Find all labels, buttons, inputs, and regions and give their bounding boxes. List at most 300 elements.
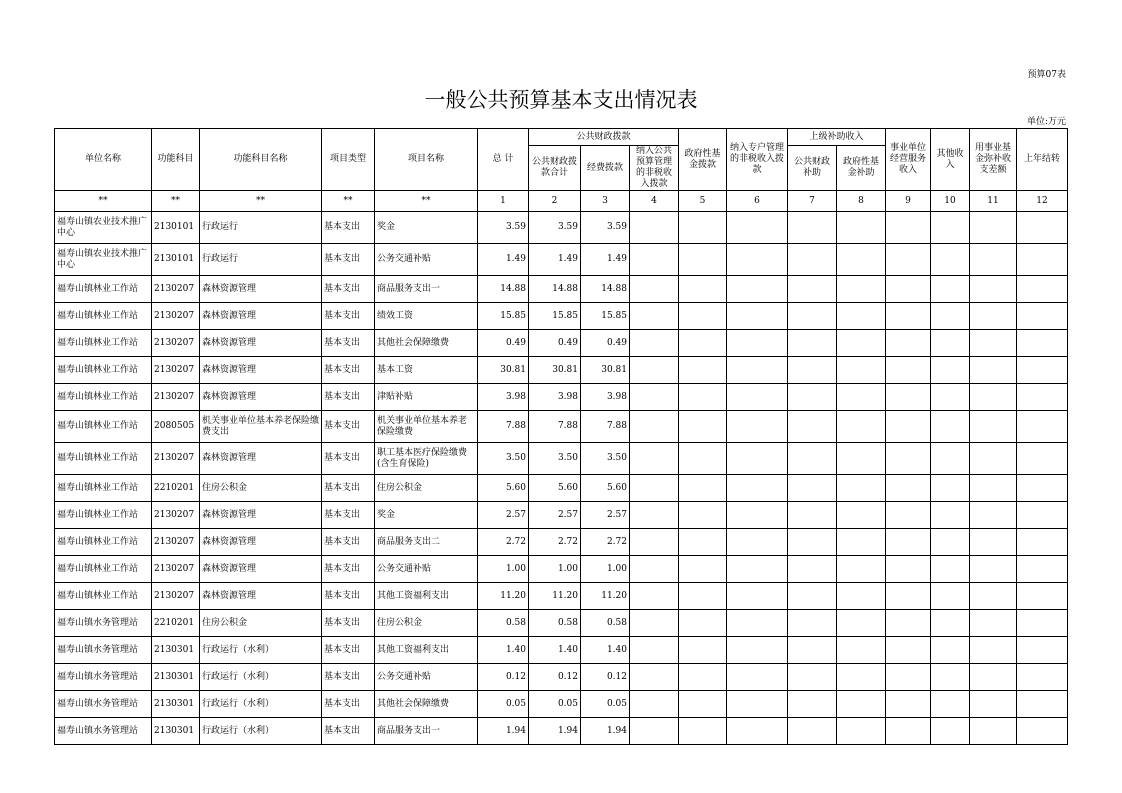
- cell-project-name: 住房公积金: [375, 610, 478, 637]
- table-row: [55, 475, 1068, 502]
- cell-empty: [630, 212, 679, 244]
- cell-empty: [837, 556, 886, 583]
- cell-func-name: 森林资源管理: [200, 443, 322, 475]
- column-index-cell: 11: [970, 191, 1017, 212]
- cell-expense-alloc: 1.40: [581, 637, 630, 664]
- cell-empty: [931, 502, 970, 529]
- cell-func-code: 2210201: [152, 475, 200, 502]
- table-row: [55, 637, 1068, 664]
- cell-empty: [1017, 556, 1068, 583]
- column-index-cell: 4: [630, 191, 679, 212]
- cell-expense-alloc: 0.49: [581, 330, 630, 357]
- cell-empty: [931, 529, 970, 556]
- cell-func-code: 2130301: [152, 664, 200, 691]
- column-index-row: [55, 191, 1068, 212]
- cell-empty: [837, 610, 886, 637]
- cell-empty: [1017, 529, 1068, 556]
- cell-empty: [727, 664, 788, 691]
- cell-empty: [970, 583, 1017, 610]
- cell-empty: [931, 637, 970, 664]
- table-row: [55, 411, 1068, 443]
- page-title: 一般公共预算基本支出情况表: [424, 88, 698, 112]
- cell-project-type: 基本支出: [322, 502, 375, 529]
- cell-expense-alloc: 0.12: [581, 664, 630, 691]
- header-service-income: 事业单位经营服务收入: [886, 129, 931, 191]
- cell-empty: [727, 244, 788, 276]
- cell-empty: [1017, 244, 1068, 276]
- cell-empty: [727, 303, 788, 330]
- cell-empty: [630, 244, 679, 276]
- cell-project-name: 其他工资福利支出: [375, 583, 478, 610]
- cell-empty: [837, 664, 886, 691]
- cell-empty: [727, 610, 788, 637]
- cell-unit-name: 福寿山镇林业工作站: [55, 411, 152, 443]
- cell-empty: [679, 529, 727, 556]
- cell-unit-name: 福寿山镇水务管理站: [55, 637, 152, 664]
- cell-unit-name: 福寿山镇水务管理站: [55, 718, 152, 745]
- cell-func-name: 森林资源管理: [200, 556, 322, 583]
- cell-empty: [970, 303, 1017, 330]
- cell-func-name: 森林资源管理: [200, 502, 322, 529]
- cell-unit-name: 福寿山镇水务管理站: [55, 610, 152, 637]
- cell-empty: [886, 411, 931, 443]
- cell-empty: [931, 475, 970, 502]
- cell-empty: [788, 637, 837, 664]
- cell-empty: [727, 718, 788, 745]
- cell-empty: [1017, 718, 1068, 745]
- cell-func-name: 行政运行（水利）: [200, 664, 322, 691]
- cell-expense-alloc: 2.57: [581, 502, 630, 529]
- column-index-cell: 10: [931, 191, 970, 212]
- cell-fiscal-subtotal: 1.49: [529, 244, 581, 276]
- cell-expense-alloc: 0.58: [581, 610, 630, 637]
- cell-project-name: 公务交通补贴: [375, 556, 478, 583]
- cell-empty: [630, 610, 679, 637]
- cell-expense-alloc: 1.49: [581, 244, 630, 276]
- column-index-cell: 9: [886, 191, 931, 212]
- cell-empty: [727, 411, 788, 443]
- cell-empty: [886, 212, 931, 244]
- column-index-cell: 12: [1017, 191, 1068, 212]
- header-special-nontax: 纳入专户管理的非税收入拨款: [727, 129, 788, 191]
- cell-empty: [970, 475, 1017, 502]
- cell-project-type: 基本支出: [322, 475, 375, 502]
- cell-empty: [727, 357, 788, 384]
- cell-empty: [931, 303, 970, 330]
- cell-project-name: 津贴补贴: [375, 384, 478, 411]
- cell-empty: [788, 443, 837, 475]
- table-row: [55, 610, 1068, 637]
- cell-empty: [1017, 303, 1068, 330]
- cell-empty: [630, 384, 679, 411]
- cell-expense-alloc: 1.00: [581, 556, 630, 583]
- cell-expense-alloc: 30.81: [581, 357, 630, 384]
- header-func-code: 功能科目: [152, 129, 200, 191]
- cell-empty: [837, 583, 886, 610]
- cell-empty: [837, 691, 886, 718]
- column-index-cell: **: [200, 191, 322, 212]
- header-managed-alloc: 纳入公共预算管理的非税收入拨款: [630, 146, 679, 191]
- header-fiscal-subtotal: 公共财政拨款合计: [529, 146, 581, 191]
- cell-project-type: 基本支出: [322, 664, 375, 691]
- cell-project-name: 奖金: [375, 502, 478, 529]
- cell-total: 15.85: [478, 303, 529, 330]
- cell-func-code: 2130207: [152, 556, 200, 583]
- cell-total: 1.49: [478, 244, 529, 276]
- cell-empty: [1017, 475, 1068, 502]
- form-number: 预算07表: [1027, 70, 1066, 80]
- column-index-cell: 1: [478, 191, 529, 212]
- cell-fiscal-subtotal: 3.98: [529, 384, 581, 411]
- cell-empty: [970, 691, 1017, 718]
- cell-empty: [679, 411, 727, 443]
- cell-empty: [679, 718, 727, 745]
- cell-fiscal-subtotal: 1.40: [529, 637, 581, 664]
- cell-expense-alloc: 3.50: [581, 443, 630, 475]
- table-row: [55, 443, 1068, 475]
- cell-project-type: 基本支出: [322, 583, 375, 610]
- cell-empty: [727, 276, 788, 303]
- table-row: [55, 556, 1068, 583]
- cell-func-code: 2130207: [152, 303, 200, 330]
- cell-expense-alloc: 3.59: [581, 212, 630, 244]
- column-index-cell: 5: [679, 191, 727, 212]
- cell-empty: [727, 330, 788, 357]
- cell-func-code: 2130207: [152, 529, 200, 556]
- cell-empty: [727, 637, 788, 664]
- header-project-type: 项目类型: [322, 129, 375, 191]
- cell-empty: [679, 475, 727, 502]
- header-fiscal-group: 公共财政拨款: [529, 129, 679, 146]
- cell-empty: [970, 718, 1017, 745]
- cell-project-name: 绩效工资: [375, 303, 478, 330]
- header-func-name: 功能科目名称: [200, 129, 322, 191]
- cell-empty: [970, 330, 1017, 357]
- cell-empty: [679, 583, 727, 610]
- cell-empty: [837, 637, 886, 664]
- cell-empty: [931, 330, 970, 357]
- cell-unit-name: 福寿山镇农业技术推广中心: [55, 212, 152, 244]
- cell-empty: [788, 718, 837, 745]
- cell-empty: [788, 244, 837, 276]
- cell-empty: [931, 244, 970, 276]
- cell-project-type: 基本支出: [322, 276, 375, 303]
- cell-empty: [679, 384, 727, 411]
- cell-empty: [837, 443, 886, 475]
- header-subsidy-gov: 政府性基金补助: [837, 146, 886, 191]
- cell-func-name: 森林资源管理: [200, 303, 322, 330]
- cell-empty: [931, 212, 970, 244]
- cell-func-name: 森林资源管理: [200, 529, 322, 556]
- table-row: [55, 357, 1068, 384]
- cell-empty: [727, 691, 788, 718]
- column-index-cell: 8: [837, 191, 886, 212]
- cell-project-name: 基本工资: [375, 357, 478, 384]
- cell-empty: [837, 475, 886, 502]
- cell-empty: [1017, 411, 1068, 443]
- cell-empty: [679, 502, 727, 529]
- table-row: [55, 718, 1068, 745]
- cell-unit-name: 福寿山镇水务管理站: [55, 664, 152, 691]
- cell-empty: [630, 443, 679, 475]
- cell-empty: [727, 583, 788, 610]
- table-row: [55, 330, 1068, 357]
- cell-func-code: 2130301: [152, 637, 200, 664]
- cell-total: 1.94: [478, 718, 529, 745]
- cell-empty: [1017, 330, 1068, 357]
- cell-empty: [679, 244, 727, 276]
- cell-expense-alloc: 0.05: [581, 691, 630, 718]
- cell-unit-name: 福寿山镇林业工作站: [55, 443, 152, 475]
- cell-unit-name: 福寿山镇林业工作站: [55, 303, 152, 330]
- cell-empty: [788, 583, 837, 610]
- table-body: [55, 212, 1068, 745]
- cell-total: 0.58: [478, 610, 529, 637]
- cell-empty: [886, 556, 931, 583]
- cell-fiscal-subtotal: 2.57: [529, 502, 581, 529]
- cell-project-type: 基本支出: [322, 610, 375, 637]
- cell-total: 3.98: [478, 384, 529, 411]
- cell-project-type: 基本支出: [322, 529, 375, 556]
- cell-empty: [727, 556, 788, 583]
- cell-empty: [630, 691, 679, 718]
- cell-project-type: 基本支出: [322, 330, 375, 357]
- cell-empty: [630, 718, 679, 745]
- cell-project-name: 其他社会保障缴费: [375, 330, 478, 357]
- cell-project-name: 商品服务支出一: [375, 276, 478, 303]
- header-carryover: 上年结转: [1017, 129, 1068, 191]
- cell-empty: [630, 502, 679, 529]
- cell-fiscal-subtotal: 3.50: [529, 443, 581, 475]
- cell-total: 1.00: [478, 556, 529, 583]
- cell-empty: [727, 529, 788, 556]
- column-index-cell: 2: [529, 191, 581, 212]
- cell-project-name: 公务交通补贴: [375, 244, 478, 276]
- cell-empty: [679, 556, 727, 583]
- table-header: [55, 129, 1068, 212]
- cell-fiscal-subtotal: 14.88: [529, 276, 581, 303]
- cell-fiscal-subtotal: 5.60: [529, 475, 581, 502]
- cell-empty: [931, 583, 970, 610]
- cell-project-type: 基本支出: [322, 212, 375, 244]
- cell-empty: [679, 637, 727, 664]
- cell-func-name: 住房公积金: [200, 475, 322, 502]
- cell-fiscal-subtotal: 30.81: [529, 357, 581, 384]
- cell-func-code: 2130207: [152, 583, 200, 610]
- cell-func-name: 森林资源管理: [200, 583, 322, 610]
- cell-project-type: 基本支出: [322, 637, 375, 664]
- cell-empty: [886, 637, 931, 664]
- cell-project-type: 基本支出: [322, 357, 375, 384]
- cell-empty: [886, 303, 931, 330]
- header-subsidy-group: 上级补助收入: [788, 129, 886, 146]
- cell-empty: [837, 303, 886, 330]
- cell-empty: [630, 475, 679, 502]
- cell-empty: [679, 610, 727, 637]
- cell-func-code: 2130207: [152, 276, 200, 303]
- cell-empty: [931, 691, 970, 718]
- cell-empty: [931, 664, 970, 691]
- cell-empty: [788, 529, 837, 556]
- cell-empty: [727, 502, 788, 529]
- cell-empty: [679, 691, 727, 718]
- cell-fiscal-subtotal: 7.88: [529, 411, 581, 443]
- cell-fiscal-subtotal: 0.58: [529, 610, 581, 637]
- cell-empty: [788, 357, 837, 384]
- cell-func-code: 2130301: [152, 691, 200, 718]
- cell-empty: [931, 610, 970, 637]
- cell-project-name: 商品服务支出一: [375, 718, 478, 745]
- cell-empty: [886, 718, 931, 745]
- cell-empty: [679, 330, 727, 357]
- cell-project-type: 基本支出: [322, 443, 375, 475]
- header-subsidy-public: 公共财政补助: [788, 146, 837, 191]
- table-row: [55, 664, 1068, 691]
- cell-empty: [970, 664, 1017, 691]
- cell-total: 7.88: [478, 411, 529, 443]
- table-row: [55, 212, 1068, 244]
- cell-empty: [970, 637, 1017, 664]
- cell-func-name: 森林资源管理: [200, 384, 322, 411]
- cell-func-code: 2130207: [152, 384, 200, 411]
- cell-fiscal-subtotal: 0.12: [529, 664, 581, 691]
- cell-empty: [886, 475, 931, 502]
- cell-project-name: 商品服务支出二: [375, 529, 478, 556]
- cell-func-code: 2130207: [152, 443, 200, 475]
- cell-empty: [970, 529, 1017, 556]
- cell-func-code: 2130207: [152, 357, 200, 384]
- column-index-cell: **: [375, 191, 478, 212]
- cell-empty: [970, 244, 1017, 276]
- header-gov-fund: 政府性基金拨款: [679, 129, 727, 191]
- cell-empty: [630, 556, 679, 583]
- cell-empty: [788, 664, 837, 691]
- cell-unit-name: 福寿山镇林业工作站: [55, 529, 152, 556]
- cell-empty: [1017, 664, 1068, 691]
- cell-empty: [679, 212, 727, 244]
- cell-unit-name: 福寿山镇林业工作站: [55, 357, 152, 384]
- cell-fiscal-subtotal: 15.85: [529, 303, 581, 330]
- table-row: [55, 583, 1068, 610]
- cell-fiscal-subtotal: 3.59: [529, 212, 581, 244]
- cell-total: 0.49: [478, 330, 529, 357]
- cell-empty: [1017, 443, 1068, 475]
- table-row: [55, 502, 1068, 529]
- cell-total: 2.57: [478, 502, 529, 529]
- cell-total: 14.88: [478, 276, 529, 303]
- cell-empty: [679, 443, 727, 475]
- header-unit-name: 单位名称: [55, 129, 152, 191]
- cell-project-type: 基本支出: [322, 244, 375, 276]
- cell-unit-name: 福寿山镇林业工作站: [55, 384, 152, 411]
- cell-empty: [837, 718, 886, 745]
- cell-empty: [1017, 384, 1068, 411]
- cell-project-type: 基本支出: [322, 303, 375, 330]
- cell-fiscal-subtotal: 0.05: [529, 691, 581, 718]
- cell-empty: [630, 637, 679, 664]
- cell-empty: [788, 384, 837, 411]
- cell-empty: [886, 244, 931, 276]
- cell-empty: [679, 276, 727, 303]
- header-expense-alloc: 经费拨款: [581, 146, 630, 191]
- column-index-cell: **: [152, 191, 200, 212]
- cell-total: 30.81: [478, 357, 529, 384]
- cell-empty: [679, 664, 727, 691]
- cell-func-name: 行政运行（水利）: [200, 718, 322, 745]
- cell-empty: [630, 664, 679, 691]
- cell-empty: [837, 244, 886, 276]
- cell-unit-name: 福寿山镇农业技术推广中心: [55, 244, 152, 276]
- cell-func-code: 2130301: [152, 718, 200, 745]
- cell-empty: [788, 475, 837, 502]
- cell-fiscal-subtotal: 1.00: [529, 556, 581, 583]
- cell-empty: [788, 303, 837, 330]
- cell-project-name: 机关事业单位基本养老保险缴费: [375, 411, 478, 443]
- cell-expense-alloc: 2.72: [581, 529, 630, 556]
- cell-empty: [886, 529, 931, 556]
- cell-empty: [1017, 583, 1068, 610]
- cell-expense-alloc: 14.88: [581, 276, 630, 303]
- cell-project-name: 奖金: [375, 212, 478, 244]
- cell-func-name: 森林资源管理: [200, 276, 322, 303]
- table-row: [55, 244, 1068, 276]
- cell-empty: [886, 583, 931, 610]
- cell-empty: [1017, 276, 1068, 303]
- cell-empty: [886, 610, 931, 637]
- table-row: [55, 529, 1068, 556]
- cell-empty: [630, 330, 679, 357]
- cell-expense-alloc: 1.94: [581, 718, 630, 745]
- cell-empty: [1017, 212, 1068, 244]
- cell-empty: [931, 384, 970, 411]
- cell-empty: [630, 357, 679, 384]
- cell-func-code: 2130207: [152, 330, 200, 357]
- cell-unit-name: 福寿山镇林业工作站: [55, 556, 152, 583]
- cell-empty: [886, 664, 931, 691]
- cell-empty: [970, 276, 1017, 303]
- cell-empty: [886, 384, 931, 411]
- cell-expense-alloc: 3.98: [581, 384, 630, 411]
- cell-fiscal-subtotal: 1.94: [529, 718, 581, 745]
- cell-expense-alloc: 5.60: [581, 475, 630, 502]
- cell-empty: [679, 303, 727, 330]
- cell-expense-alloc: 7.88: [581, 411, 630, 443]
- cell-empty: [970, 502, 1017, 529]
- cell-empty: [970, 556, 1017, 583]
- cell-unit-name: 福寿山镇林业工作站: [55, 583, 152, 610]
- cell-func-name: 森林资源管理: [200, 357, 322, 384]
- cell-empty: [788, 610, 837, 637]
- cell-empty: [837, 529, 886, 556]
- column-index-cell: 7: [788, 191, 837, 212]
- cell-empty: [788, 212, 837, 244]
- column-index-cell: 3: [581, 191, 630, 212]
- header-project-name: 项目名称: [375, 129, 478, 191]
- cell-empty: [788, 556, 837, 583]
- cell-total: 11.20: [478, 583, 529, 610]
- cell-empty: [837, 502, 886, 529]
- cell-project-type: 基本支出: [322, 384, 375, 411]
- cell-empty: [931, 443, 970, 475]
- cell-func-name: 机关事业单位基本养老保险缴费支出: [200, 411, 322, 443]
- cell-empty: [931, 718, 970, 745]
- cell-func-name: 行政运行: [200, 212, 322, 244]
- header-other-income: 其他收入: [931, 129, 970, 191]
- cell-func-name: 行政运行（水利）: [200, 637, 322, 664]
- unit-label: 单位:万元: [1026, 117, 1066, 127]
- cell-fiscal-subtotal: 2.72: [529, 529, 581, 556]
- header-fund-gap: 用事业基金弥补收支差额: [970, 129, 1017, 191]
